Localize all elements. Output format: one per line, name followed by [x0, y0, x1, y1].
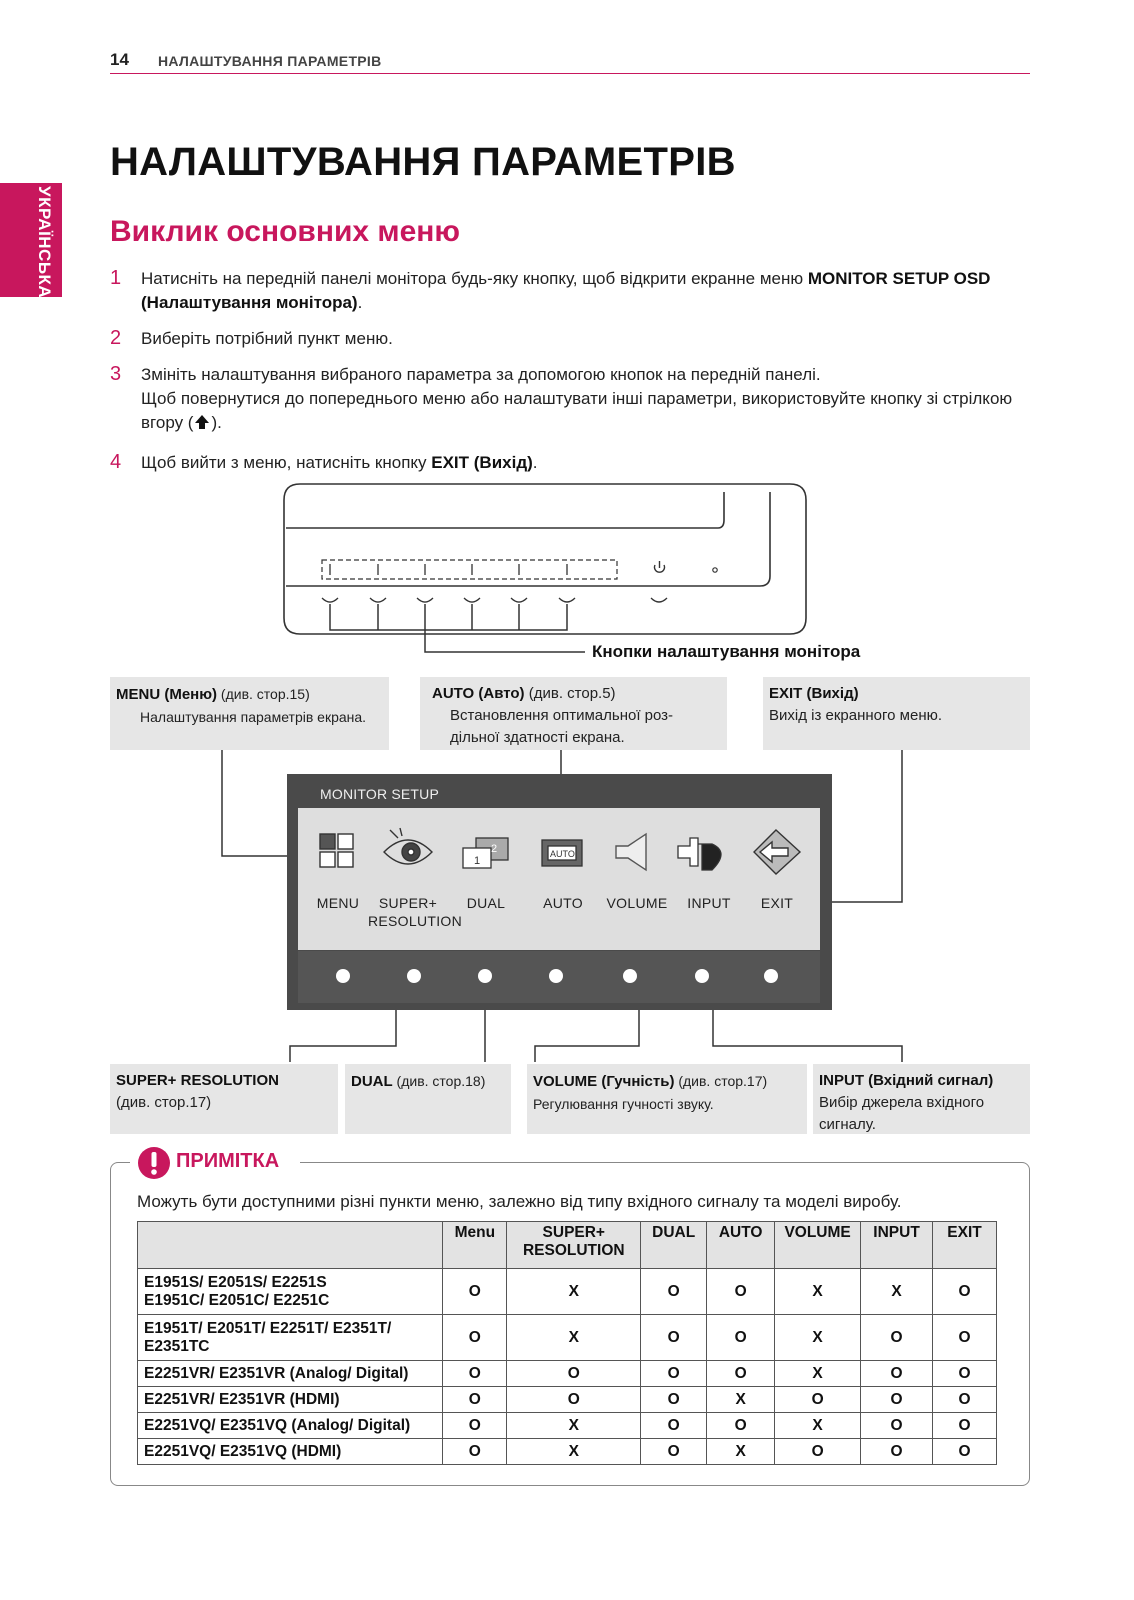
table-cell: O [443, 1413, 507, 1439]
super-resolution-icon [384, 828, 432, 864]
table-cell: O [775, 1387, 861, 1413]
note-text: Можуть бути доступними різні пункти меню, залежно від типу вхідного сигналу та моделі виробу. [137, 1192, 902, 1211]
osd-title: MONITOR SETUP [320, 786, 440, 802]
table-cell: O [641, 1439, 707, 1465]
svg-text:AUTO: AUTO [550, 849, 575, 859]
table-cell: X [775, 1315, 861, 1361]
step-text: Змініть налаштування вибраного параметра за допомогою кнопок на передній панелі. Щоб повернутися до попереднього меню або налаштувати інші параметри, використовуйте кнопку зі стрілкою вгору ( ). [141, 365, 1013, 432]
table-header: EXIT [933, 1222, 997, 1269]
step-text: Виберіть потрібний пункт меню. [141, 329, 393, 348]
callout-auto: AUTO (Авто) (див. стор.5) Встановлення оптимальної роз- дільної здатності екрана. [420, 677, 727, 750]
svg-text:1: 1 [474, 855, 481, 867]
running-header: НАЛАШТУВАННЯ ПАРАМЕТРІВ [158, 53, 382, 69]
callout-exit: EXIT (Вихід) Вихід із екранного меню. [763, 677, 1030, 750]
callout-volume: VOLUME (Гучність) (див. стор.17) Регулювання гучності звуку. [527, 1064, 807, 1134]
table-cell: O [933, 1413, 997, 1439]
table-cell: O [443, 1315, 507, 1361]
table-header: VOLUME [775, 1222, 861, 1269]
osd-item-auto[interactable]: AUTO [543, 895, 583, 911]
osd-button-dot[interactable] [336, 969, 350, 983]
callout-menu: MENU (Меню) (див. стор.15) Налаштування параметрів екрана. [110, 677, 389, 750]
table-cell: O [641, 1413, 707, 1439]
table-cell: X [775, 1269, 861, 1315]
table-cell: O [443, 1387, 507, 1413]
table-cell: X [775, 1413, 861, 1439]
auto-icon [542, 840, 582, 866]
table-cell: O [933, 1315, 997, 1361]
step-number: 4 [110, 451, 122, 473]
osd-item-dual[interactable]: DUAL [466, 895, 506, 911]
volume-icon [616, 834, 646, 870]
table-cell: O [641, 1269, 707, 1315]
dual-icon [463, 838, 508, 868]
table-cell: X [707, 1387, 775, 1413]
table-header-row [138, 1222, 997, 1269]
osd-icons [298, 808, 820, 898]
table-cell-model: E1951T/ E2051T/ E2251T/ E2351T/ E2351TC [138, 1315, 443, 1361]
table-header [138, 1222, 443, 1269]
table-cell: X [707, 1439, 775, 1465]
table-cell: X [507, 1413, 641, 1439]
exit-icon [754, 830, 800, 874]
table-cell: O [861, 1361, 933, 1387]
table-row [138, 1361, 997, 1387]
step-number: 2 [110, 327, 122, 349]
osd-button-dot[interactable] [407, 969, 421, 983]
callout-dual: DUAL (див. стор.18) [345, 1064, 511, 1134]
callout-input: INPUT (Вхідний сигнал) Вибір джерела вхідного сигналу. [813, 1064, 1030, 1134]
osd-item-exit[interactable]: EXIT [760, 895, 794, 911]
input-icon [678, 838, 721, 870]
step-number: 1 [110, 267, 122, 289]
warning-icon [136, 1145, 172, 1181]
table-cell: O [707, 1361, 775, 1387]
table-cell-model: E2251VR/ E2351VR (Analog/ Digital) [138, 1361, 443, 1387]
table-cell: O [641, 1315, 707, 1361]
table-cell: O [641, 1387, 707, 1413]
table-cell: O [443, 1361, 507, 1387]
step-text: Натисніть на передній панелі монітора будь-яку кнопку, щоб відкрити екранне меню MONITOR SETUP OSD (Налаштування монітора). [141, 269, 991, 312]
table-header: SUPER+ RESOLUTION [507, 1222, 641, 1269]
osd-item-super-resolution[interactable]: SUPER+ RESOLUTION [368, 895, 463, 929]
table-row [138, 1269, 997, 1315]
svg-text:2: 2 [491, 843, 498, 855]
table-cell: O [641, 1361, 707, 1387]
callout-super-resolution: SUPER+ RESOLUTION (див. стор.17) [110, 1064, 338, 1134]
table-cell: X [507, 1315, 641, 1361]
table-cell: O [507, 1387, 641, 1413]
table-header: Menu [443, 1222, 507, 1269]
table-cell: O [861, 1439, 933, 1465]
table-cell: O [861, 1387, 933, 1413]
power-icon [655, 561, 665, 572]
table-header: INPUT [861, 1222, 933, 1269]
table-cell: O [443, 1269, 507, 1315]
osd-button-dot[interactable] [478, 969, 492, 983]
table-header: DUAL [641, 1222, 707, 1269]
table-cell: O [861, 1315, 933, 1361]
page-number: 14 [110, 50, 129, 69]
table-cell: O [933, 1387, 997, 1413]
osd-button-dot[interactable] [764, 969, 778, 983]
page-title: НАЛАШТУВАННЯ ПАРАМЕТРІВ [110, 140, 736, 184]
table-cell: X [861, 1269, 933, 1315]
table-row [138, 1413, 997, 1439]
table-row [138, 1315, 997, 1361]
table-cell: X [507, 1269, 641, 1315]
step-number: 3 [110, 363, 122, 385]
table-cell: O [933, 1269, 997, 1315]
table-cell: O [443, 1439, 507, 1465]
menu-icon [320, 834, 353, 867]
osd-item-menu[interactable]: MENU [316, 895, 360, 911]
table-cell-model: E2251VQ/ E2351VQ (HDMI) [138, 1439, 443, 1465]
table-cell: O [707, 1413, 775, 1439]
table-cell: O [861, 1413, 933, 1439]
table-cell: O [933, 1361, 997, 1387]
note-title: ПРИМІТКА [176, 1150, 280, 1172]
osd-button-dot[interactable] [695, 969, 709, 983]
table-cell: O [775, 1439, 861, 1465]
table-cell-model: E2251VR/ E2351VR (HDMI) [138, 1387, 443, 1413]
table-row [138, 1439, 997, 1465]
monitor-buttons-caption: Кнопки налаштування монітора [592, 642, 861, 661]
osd-button-dot[interactable] [623, 969, 637, 983]
table-cell: X [507, 1439, 641, 1465]
menu-availability-table [137, 1221, 997, 1465]
table-cell-model: E1951S/ E2051S/ E2251S E1951C/ E2051C/ E2251C [138, 1269, 443, 1315]
table-cell: O [707, 1315, 775, 1361]
table-row [138, 1387, 997, 1413]
osd-item-volume[interactable]: VOLUME [606, 895, 668, 911]
table-cell-model: E2251VQ/ E2351VQ (Analog/ Digital) [138, 1413, 443, 1439]
table-cell: O [933, 1439, 997, 1465]
osd-button-dot[interactable] [549, 969, 563, 983]
language-tab-label: УКРАЇНСЬКА [35, 186, 54, 299]
step-text: Щоб вийти з меню, натисніть кнопку EXIT (Вихід). [141, 453, 538, 472]
table-cell: O [707, 1269, 775, 1315]
osd-item-input[interactable]: INPUT [687, 895, 731, 911]
table-header: AUTO [707, 1222, 775, 1269]
table-cell: O [507, 1361, 641, 1387]
section-subtitle: Виклик основних меню [110, 215, 461, 248]
table-cell: X [775, 1361, 861, 1387]
